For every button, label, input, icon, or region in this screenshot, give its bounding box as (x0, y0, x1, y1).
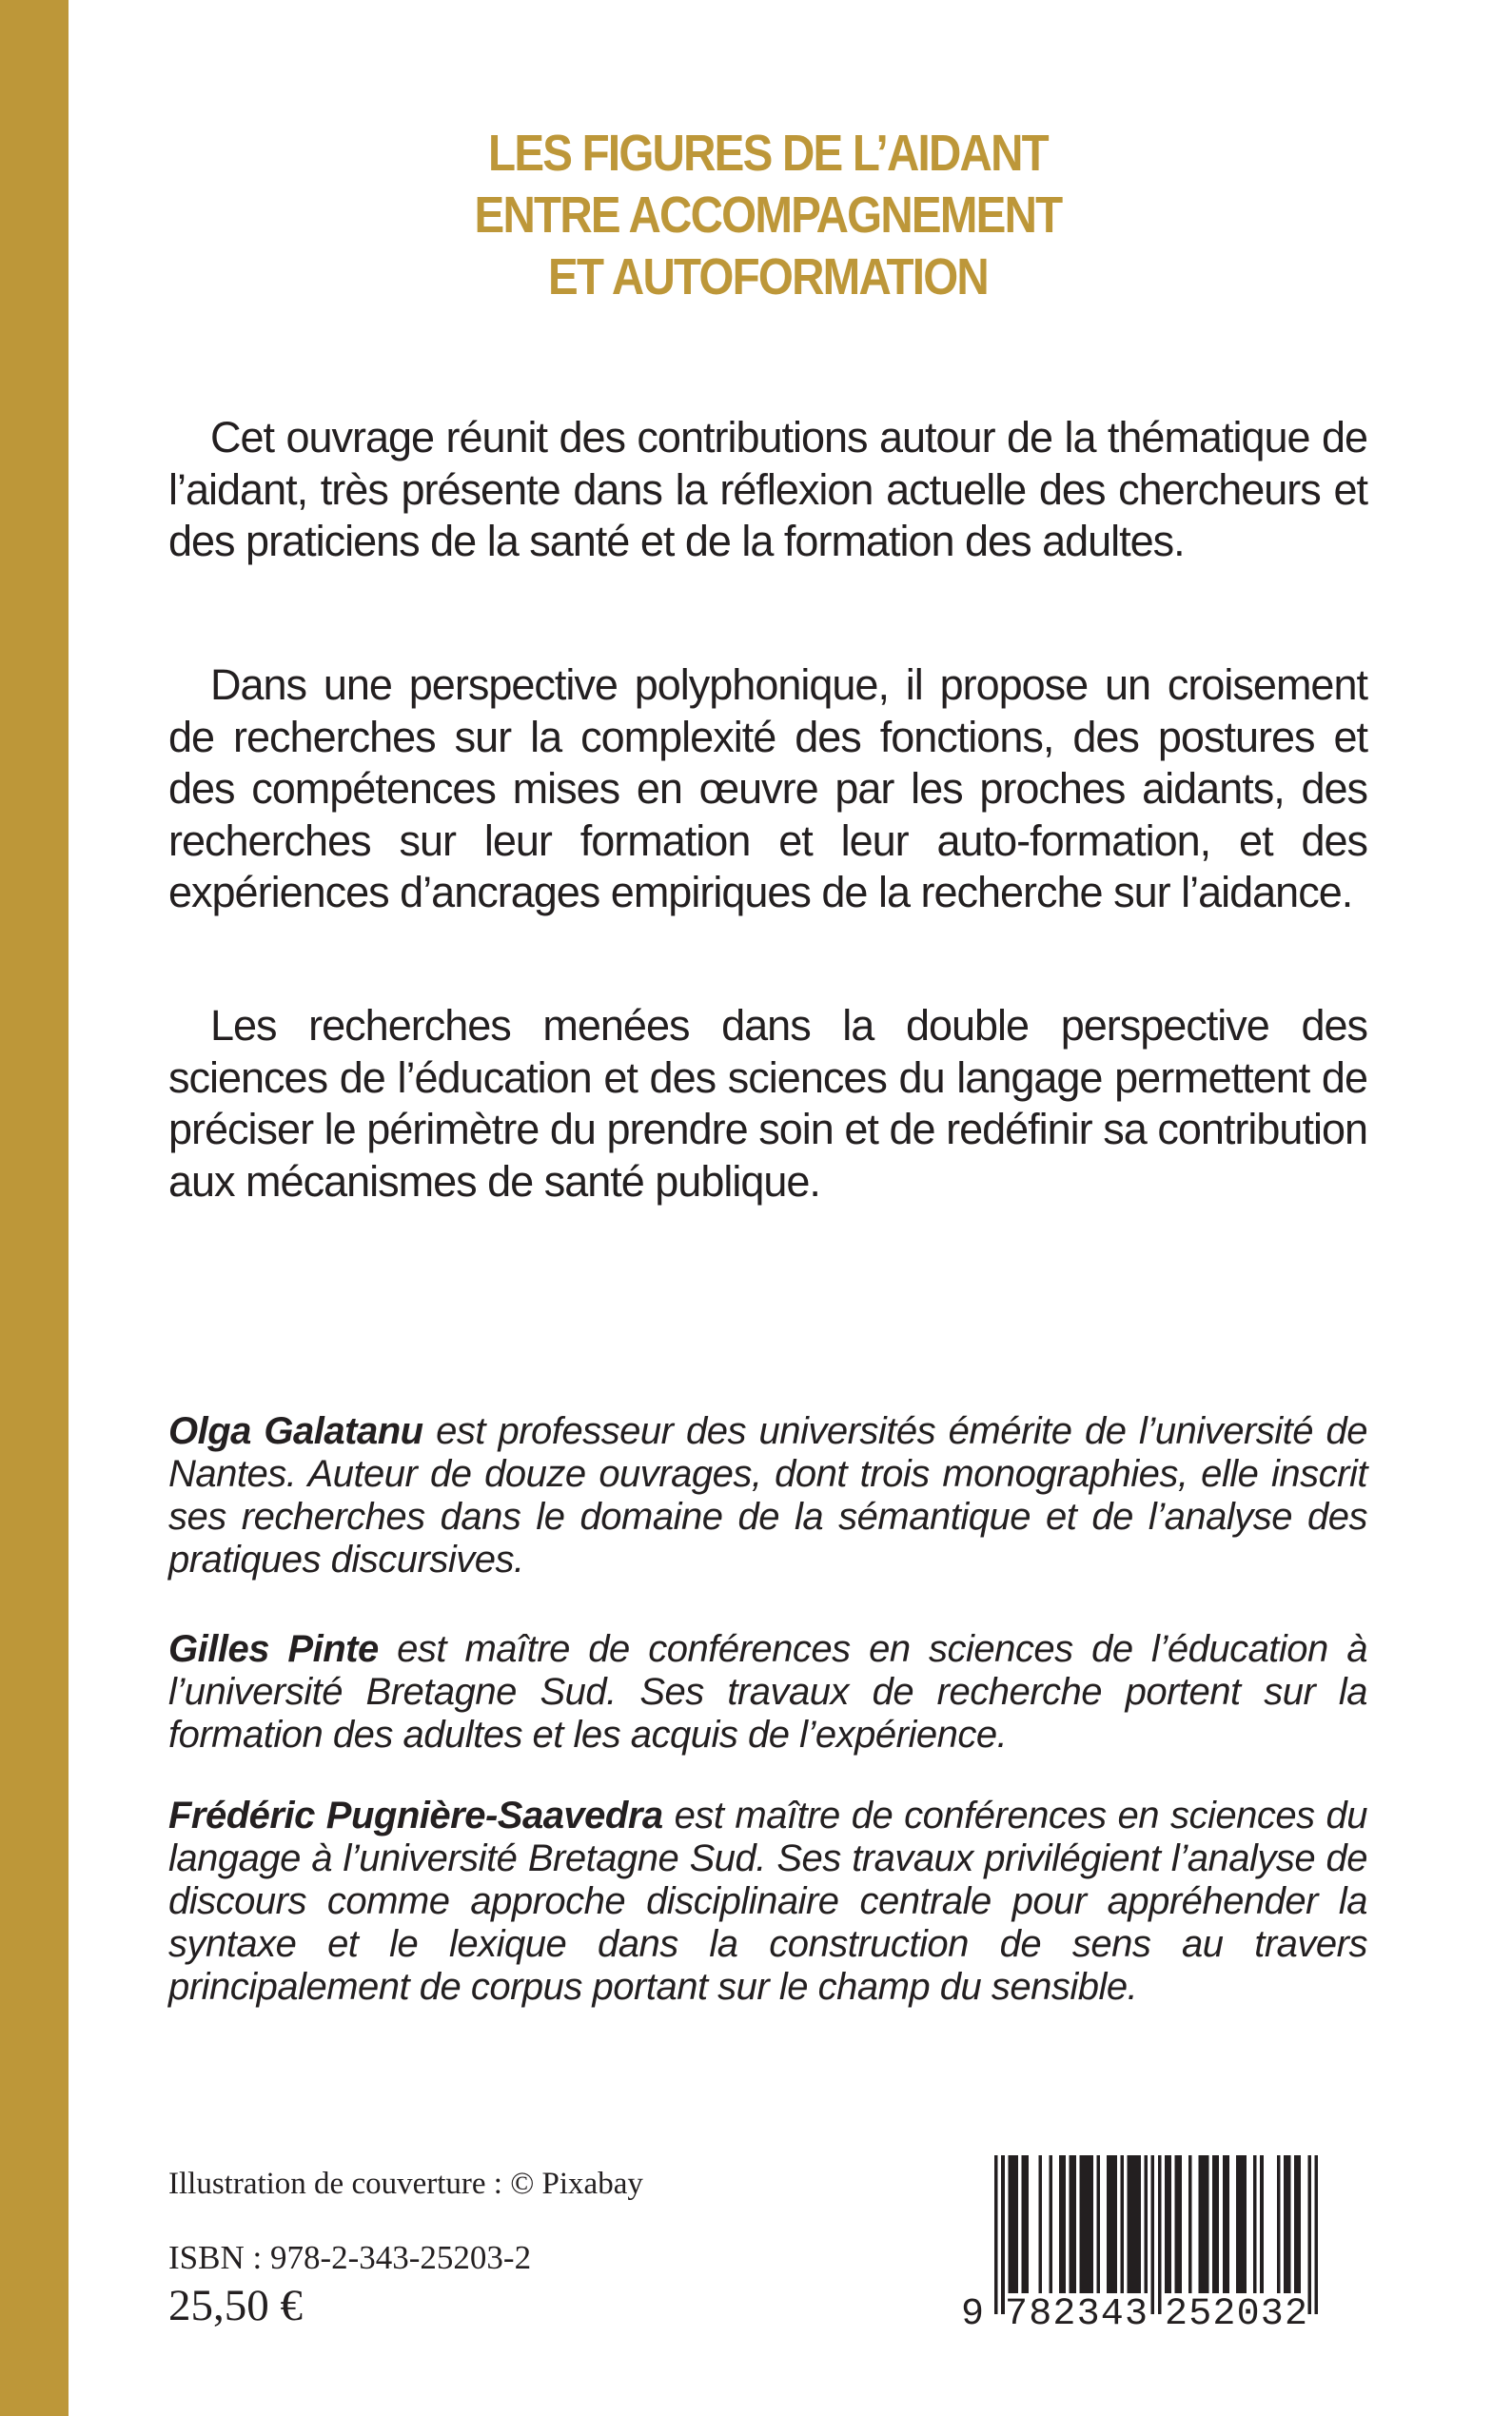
cover-illustration-credit: Illustration de couverture : © Pixabay (168, 2167, 643, 2201)
barcode-digit: 5 (1188, 2293, 1212, 2336)
barcode-left-digits (1005, 2293, 1148, 2336)
barcode-digit: 7 (1005, 2293, 1029, 2336)
barcode-digit: 3 (1260, 2293, 1284, 2336)
author-bio-text: est maître de conférences en sciences du langage à l’université Bretagne Sud. Ses travaux privilégient l’analyse de discours comme approche disciplinaire centrale pour appréhender la syntaxe et le lexique dans la construction de sens au travers principalement de corpus portant sur le champ du sensible. (168, 1795, 1367, 2008)
synopsis-paragraph-3: Les recherches menées dans la double perspective des sciences de l’éducation et des sciences du langage permettent de préciser le périmètre du prendre soin et de redéfinir sa contribution aux mécanismes de santé publique. (168, 1001, 1367, 1206)
barcode-digit: 2 (1212, 2293, 1236, 2336)
author-bio-gilles-pinte (168, 1628, 1367, 1757)
price: 25,50 € (168, 2281, 303, 2330)
barcode-digit: 2 (1052, 2293, 1076, 2336)
barcode-digit: 4 (1100, 2293, 1124, 2336)
barcode-digit: 3 (1076, 2293, 1100, 2336)
author-bio-text: est maître de conférences en sciences de l’éducation à l’université Bretagne Sud. Ses travaux de recherche portent sur la formation des adultes et les acquis de l’expérience. (168, 1628, 1368, 1756)
author-bio-olga-galatanu (168, 1410, 1367, 1581)
synopsis-paragraph-2: Dans une perspective polyphonique, il propose un croisement de recherches sur la complexité des fonctions, des postures et des compétences mises en œuvre par les proches aidants, des recherches sur leur formation et leur auto-formation, et des expériences d’ancrages empiriques de la recherche sur l’aidance. (168, 660, 1367, 916)
book-title-line-1: LES FIGURES DE L’AIDANT (488, 125, 1048, 182)
book-title-line-2: ENTRE ACCOMPAGNEMENT (474, 187, 1062, 244)
author-bio-text: est professeur des universités émérite de l’université de Nantes. Auteur de douze ouvrages, dont trois monographies, elle inscrit ses recherches dans le domaine de la sémantique et de l’analyse des pratiques discursives. (168, 1410, 1368, 1581)
book-title (241, 123, 1296, 308)
gold-spine-bar (0, 0, 69, 2416)
author-name-gilles-pinte: Gilles Pinte (168, 1628, 379, 1670)
barcode-digit: 2 (1284, 2293, 1307, 2336)
barcode-digit: 2 (1165, 2293, 1188, 2336)
isbn-number: ISBN : 978-2-343-25203-2 (168, 2239, 532, 2276)
barcode-bars (994, 2155, 1318, 2314)
author-name-frederic-pugniere-saavedra: Frédéric Pugnière-Saavedra (168, 1795, 663, 1837)
barcode-digit: 8 (1029, 2293, 1052, 2336)
ean13-barcode (961, 2155, 1323, 2346)
synopsis-paragraph-1: Cet ouvrage réunit des contributions autour de la thématique de l’aidant, très présente dans la réflexion actuelle des chercheurs et des praticiens de la santé et de la formation des adultes. (168, 413, 1367, 565)
author-bio-frederic-pugniere-saavedra (168, 1795, 1367, 2009)
author-name-olga-galatanu: Olga Galatanu (168, 1410, 423, 1452)
barcode-first-digit: 9 (961, 2293, 985, 2336)
book-title-line-3: ET AUTOFORMATION (548, 248, 988, 305)
barcode-right-digits (1165, 2293, 1307, 2336)
barcode-digit: 0 (1236, 2293, 1260, 2336)
barcode-digit: 3 (1124, 2293, 1148, 2336)
